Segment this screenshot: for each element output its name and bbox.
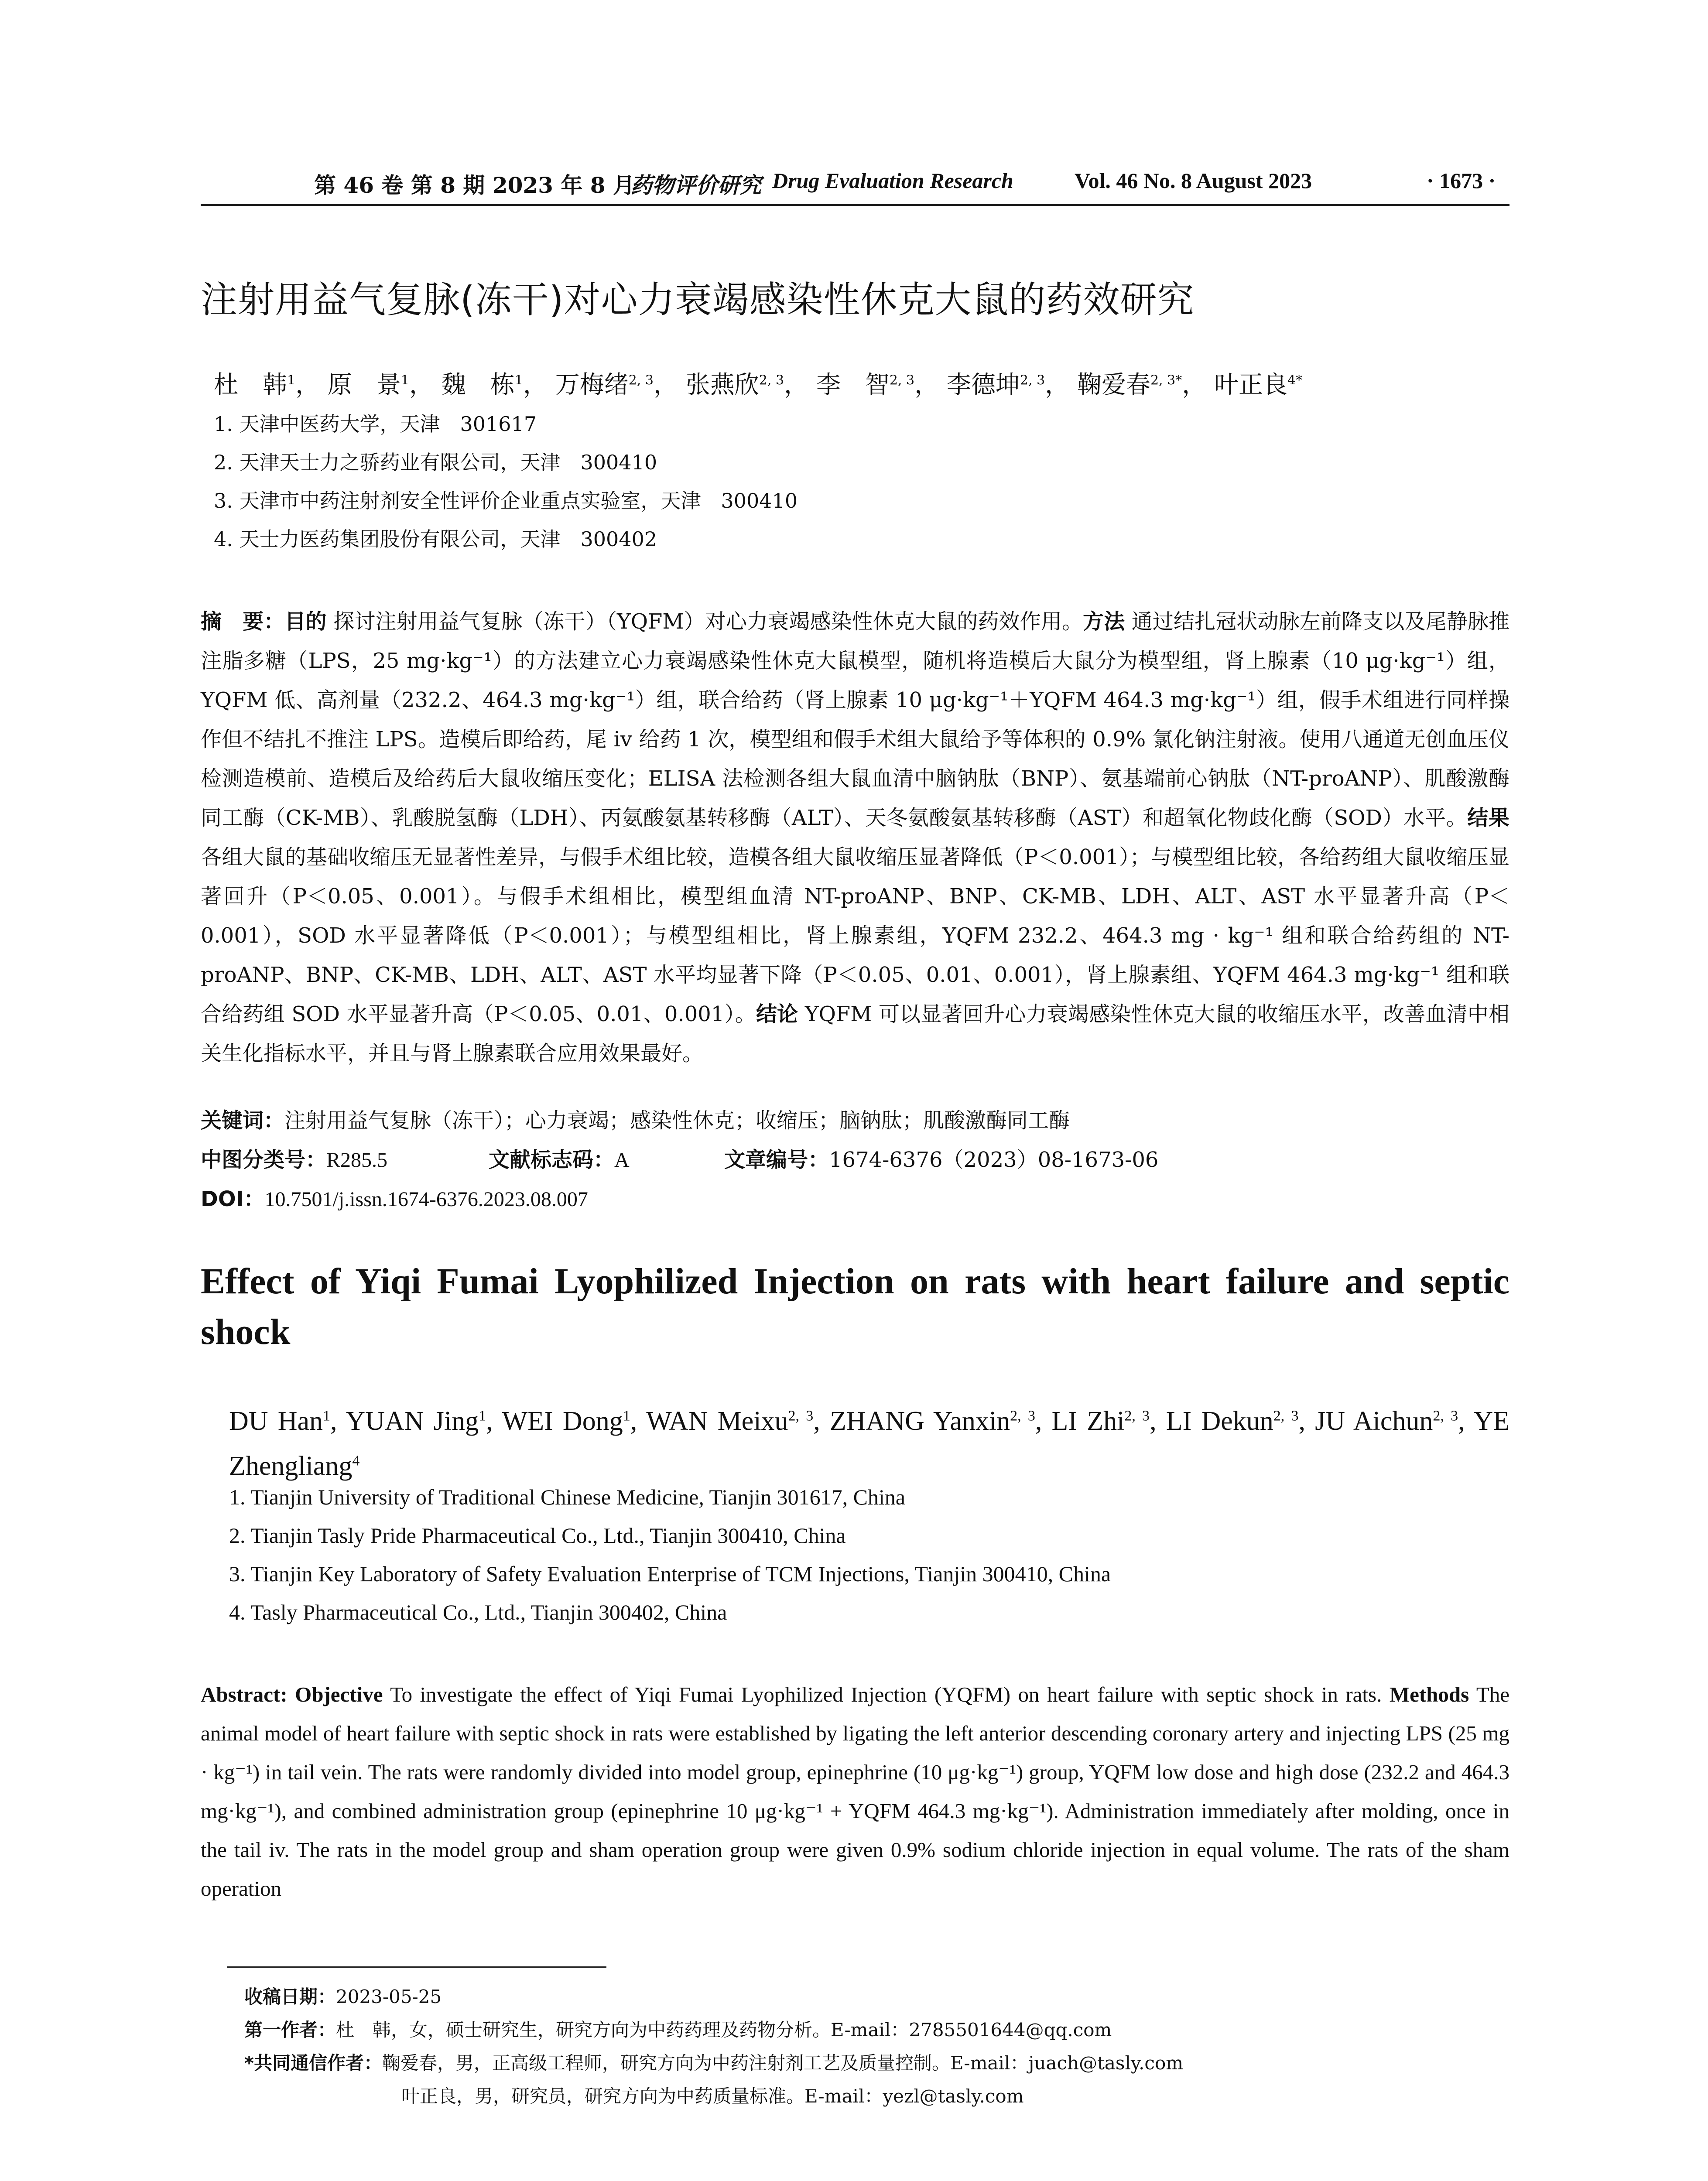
conclusion-cn-text: YQFM 可以显著回升心力衰竭感染性休克大鼠的收缩压水平，改善血清中相关生化指标水平，并且与肾上腺素联合应用效果最好。: [201, 1002, 1509, 1066]
affiliation-cn: 1. 天津中医药大学，天津 301617: [214, 412, 537, 436]
affiliation-en: 3. Tianjin Key Laboratory of Safety Evaluation Enterprise of TCM Injections, Tianjin 300410, China: [229, 1562, 1111, 1586]
doi-label: DOI：: [201, 1187, 265, 1211]
doc-code-value: A: [614, 1149, 630, 1172]
author-cn: 原 景$^1$: [327, 371, 409, 399]
author-en: WEI Dong$^1$: [502, 1406, 630, 1436]
affiliations-cn: [214, 405, 798, 558]
objective-cn-text: 探讨注射用益气复脉（冻干）（YQFM）对心力衰竭感染性休克大鼠的药效作用。: [333, 609, 1083, 634]
affiliation-en: 4. Tasly Pharmaceutical Co., Ltd., Tianjin 300402, China: [229, 1600, 727, 1624]
journal-logo: 药物评价研究: [630, 172, 761, 198]
objective-en-text: To investigate the effect of Yiqi Fumai Lyophilized Injection (YQFM) on heart failure with septic shock in rats.: [390, 1682, 1382, 1706]
keywords-cn: [201, 1104, 1070, 1134]
affiliation-en: 1. Tianjin University of Traditional Chinese Medicine, Tianjin 301617, China: [229, 1485, 906, 1509]
results-cn-label: 结果: [1467, 806, 1509, 830]
author-en: ZHANG Yanxin$^{2, 3}$: [829, 1406, 1035, 1436]
corresponding-author-note-2: 叶正良，男，研究员，研究方向为中药质量标准。E-mail：yezl@tasly.com: [401, 2085, 1024, 2107]
author-en: JU Aichun$^{2, 3}$: [1315, 1406, 1458, 1436]
methods-en-label: Methods: [1389, 1682, 1469, 1706]
doi-line: [201, 1182, 588, 1212]
author-cn: 魏 栋$^1$: [441, 371, 523, 399]
header-volume-en: Vol. 46 No. 8 August 2023: [1075, 168, 1312, 193]
methods-cn-text: 通过结扎冠状动脉左前降支以及尾静脉推注脂多糖（LPS，25 mg·kg⁻¹）的方法建立心力衰竭感染性休克大鼠模型，随机将造模后大鼠分为模型组，肾上腺素（10 μg·kg⁻¹）组，YQFM 低、高剂量（232.2、464.3 mg·kg⁻¹）组，联合给药（肾上腺素 10 μg·kg⁻¹＋YQFM 464.3 mg·kg⁻¹）组，假手术组进行同样操作但不结扎不推注 LPS。造模后即给药，尾 iv 给药 1 次，模型组和假手术组大鼠给予等体积的 0.9% 氯化钠注射液。使用八通道无创血压仪检测造模前、造模后及给药后大鼠收缩压变化；ELISA 法检测各组大鼠血清中脑钠肽（BNP）、氨基端前心钠肽（NT-proANP）、肌酸激酶同工酶（CK-MB）、乳酸脱氢酶（LDH）、丙氨酸氨基转移酶（ALT）、天冬氨酸氨基转移酶（AST）和超氧化物歧化酶（SOD）水平。: [201, 609, 1509, 830]
doi-value[interactable]: 10.7501/j.issn.1674-6376.2023.08.007: [264, 1188, 588, 1211]
classification-line: [201, 1143, 1158, 1173]
author-en: DU Han$^1$: [229, 1406, 331, 1436]
author-en: YUAN Jing$^1$: [346, 1406, 486, 1436]
header-page-number: · 1673 ·: [1427, 168, 1496, 193]
article-number-label: 文章编号：: [724, 1148, 829, 1172]
author-en: WAN Meixu$^{2, 3}$: [646, 1406, 814, 1436]
author-cn: 叶正良$^{4*}$: [1214, 371, 1303, 399]
abstract-cn-label: 摘 要：: [201, 609, 285, 634]
running-header: [201, 168, 1509, 203]
author-cn: 张燕欣$^{2, 3}$: [685, 371, 784, 399]
header-rule: [201, 204, 1509, 206]
article-number-value: 1674-6376（2023）08-1673-06: [829, 1148, 1159, 1172]
methods-en-text: The animal model of heart failure with septic shock in rats were established by ligating the left anterior descending coronary artery and injecting LPS (25 mg · kg⁻¹) in tail vein. The rats were randomly divided into model group, epinephrine (10 μg·kg⁻¹) group, YQFM low dose and high dose (232.2 and 464.3 mg·kg⁻¹), and combined administration group (epinephrine 10 μg·kg⁻¹ + YQFM 464.3 mg·kg⁻¹). Administration immediately after molding, once in the tail iv. The rats in the model group and sham operation group were given 0.9% sodium chloride injection in equal volume. The rats of the sham operation: [201, 1682, 1509, 1901]
author-cn: 李德坤$^{2, 3}$: [946, 371, 1045, 399]
header-volume-cn: 第 46 卷 第 8 期 2023 年 8 月: [314, 172, 635, 198]
methods-cn-label: 方法: [1083, 609, 1125, 634]
keywords-label: 关键词：: [201, 1108, 285, 1133]
title-en: Effect of Yiqi Fumai Lyophilized Injection on rats with heart failure and septic shock: [201, 1261, 1509, 1352]
affiliation-cn: 4. 天士力医药集团股份有限公司，天津 300402: [214, 527, 657, 551]
author-cn: 万梅绪$^{2, 3}$: [555, 371, 654, 399]
clc-label: 中图分类号：: [201, 1148, 327, 1172]
abstract-en: [201, 1675, 1509, 1908]
author-cn: 鞠爱春$^{2, 3*}$: [1077, 371, 1182, 399]
author-en: LI Dekun$^{2, 3}$: [1166, 1406, 1299, 1436]
author-en: YE Zhengliang$^4$: [229, 1406, 1510, 1481]
affiliation-cn: 2. 天津天士力之骄药业有限公司，天津 300410: [214, 451, 657, 474]
author-en: LI Zhi$^{2, 3}$: [1051, 1406, 1150, 1436]
objective-cn-label: 目的: [284, 609, 327, 634]
author-cn: 李 智$^{2, 3}$: [816, 371, 915, 399]
affiliations-en: [229, 1478, 1111, 1631]
title-cn: 注射用益气复脉(冻干)对心力衰竭感染性休克大鼠的药效研究: [201, 278, 1195, 321]
corresponding-author-note: *共同通信作者：鞠爱春，男，正高级工程师，研究方向为中药注射剂工艺及质量控制。E-mail：juach@tasly.com: [244, 2052, 1184, 2074]
header-journal-en: Drug Evaluation Research: [772, 168, 1013, 193]
abstract-en-label: Abstract:: [201, 1682, 288, 1706]
authors-en: DU Han$^1$, YUAN Jing$^1$, WEI Dong$^1$, WAN Meixu$^{2, 3}$, ZHANG Yanxin$^{2, 3}$, LI Zhi$^{2, 3}$, LI Dekun$^{2, 3}$, JU Aichun$^{2, 3}$, YE Zhengliang$^4$: [229, 1406, 1510, 1481]
conclusion-cn-label: 结论: [756, 1002, 798, 1026]
objective-en-label: Objective: [295, 1682, 383, 1706]
author-cn: 杜 韩$^1$: [214, 371, 296, 399]
received-date: 收稿日期：2023-05-25: [244, 1986, 442, 2007]
authors-cn: 杜 韩$^1$， 原 景$^1$， 魏 栋$^1$， 万梅绪$^{2, 3}$， 张燕欣$^{2, 3}$， 李 智$^{2, 3}$， 李德坤$^{2, 3}$， 鞠爱春$^{2, 3*}$， 叶正良$^{4*}$: [214, 371, 1303, 399]
first-author-note: 第一作者：杜 韩，女，硕士研究生，研究方向为中药药理及药物分析。E-mail：2785501644@qq.com: [244, 2019, 1112, 2041]
keywords-text: 注射用益气复脉（冻干）；心力衰竭；感染性休克；收缩压；脑钠肽；肌酸激酶同工酶: [284, 1108, 1070, 1133]
abstract-cn: [201, 602, 1509, 1073]
footnote-rule: [227, 1966, 606, 1968]
results-cn-text: 各组大鼠的基础收缩压无显著性差异，与假手术组比较，造模各组大鼠收缩压显著降低（P＜0.001）；与模型组比较，各给药组大鼠收缩压显著回升（P＜0.05、0.001）。与假手术组相比，模型组血清 NT-proANP、BNP、CK-MB、LDH、ALT、AST 水平显著升高（P＜0.001），SOD 水平显著降低（P＜0.001）；与模型组相比，肾上腺素组，YQFM 232.2、464.3 mg · kg⁻¹ 组和联合给药组的 NT-proANP、BNP、CK-MB、LDH、ALT、AST 水平均显著下降（P＜0.05、0.01、0.001），肾上腺素组、YQFM 464.3 mg·kg⁻¹ 组和联合给药组 SOD 水平显著升高（P＜0.05、0.01、0.001）。: [201, 845, 1509, 1026]
clc-value: R285.5: [326, 1149, 388, 1172]
doc-code-label: 文献标志码：: [489, 1148, 615, 1172]
affiliation-en: 2. Tianjin Tasly Pride Pharmaceutical Co., Ltd., Tianjin 300410, China: [229, 1523, 846, 1548]
affiliation-cn: 3. 天津市中药注射剂安全性评价企业重点实验室，天津 300410: [214, 489, 798, 513]
footnotes: [244, 1980, 1183, 2113]
